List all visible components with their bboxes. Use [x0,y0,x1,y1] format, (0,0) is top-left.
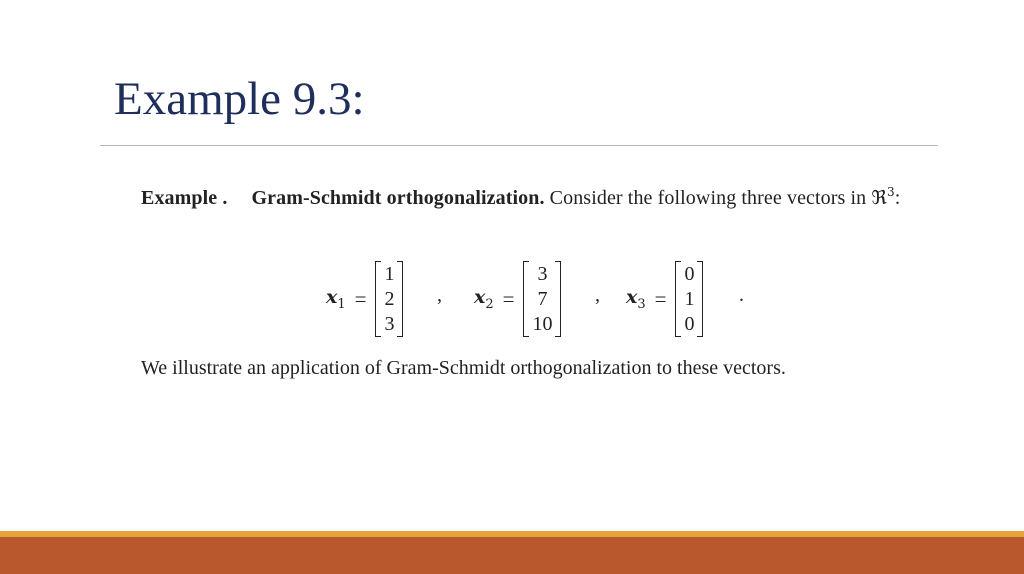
vector-entry: 0 [684,313,695,335]
vector-x1 [326,258,403,340]
slide-title: Example 9.3: [114,73,365,125]
vector-entry: 7 [537,288,548,310]
example-label: Example . [141,187,228,209]
column-vector [375,261,403,337]
intro-colon: : [894,187,901,209]
real-space-symbol [871,187,894,209]
vector-entry: 3 [537,263,548,285]
equals-sign: = [654,286,667,311]
vector-x3 [626,258,703,340]
vector-entry: 2 [384,288,395,310]
topic-heading: Gram-Schmidt orthogonalization. [251,187,545,209]
vector-entry: 3 [384,313,395,335]
comma: , [437,284,442,306]
vector-entry: 1 [384,263,395,285]
intro-paragraph [141,178,935,212]
closing-paragraph: We illustrate an application of Gram-Schmidt orthogonalization to these vectors. [141,357,786,379]
comma: , [595,284,600,306]
reals-letter: ℜ [871,187,887,209]
space-dimension: 3 [886,185,895,199]
vector-entry: 1 [684,288,695,310]
vector-label: $x_3$ [626,286,646,312]
vector-equation-row [138,258,938,340]
vector-label: $x_1$ [326,286,346,312]
vector-x2 [474,258,561,340]
period: . [739,284,744,306]
equals-sign: = [354,286,367,311]
column-vector [675,261,703,337]
title-divider [100,145,938,146]
equals-sign: = [502,286,515,311]
vector-label: $x_2$ [474,286,494,312]
vector-entry: 10 [532,313,553,335]
column-vector [523,261,561,337]
intro-text: Consider the following three vectors in [549,187,867,209]
footer-bar [0,537,1024,574]
vector-entry: 0 [684,263,695,285]
document-excerpt [138,170,938,390]
